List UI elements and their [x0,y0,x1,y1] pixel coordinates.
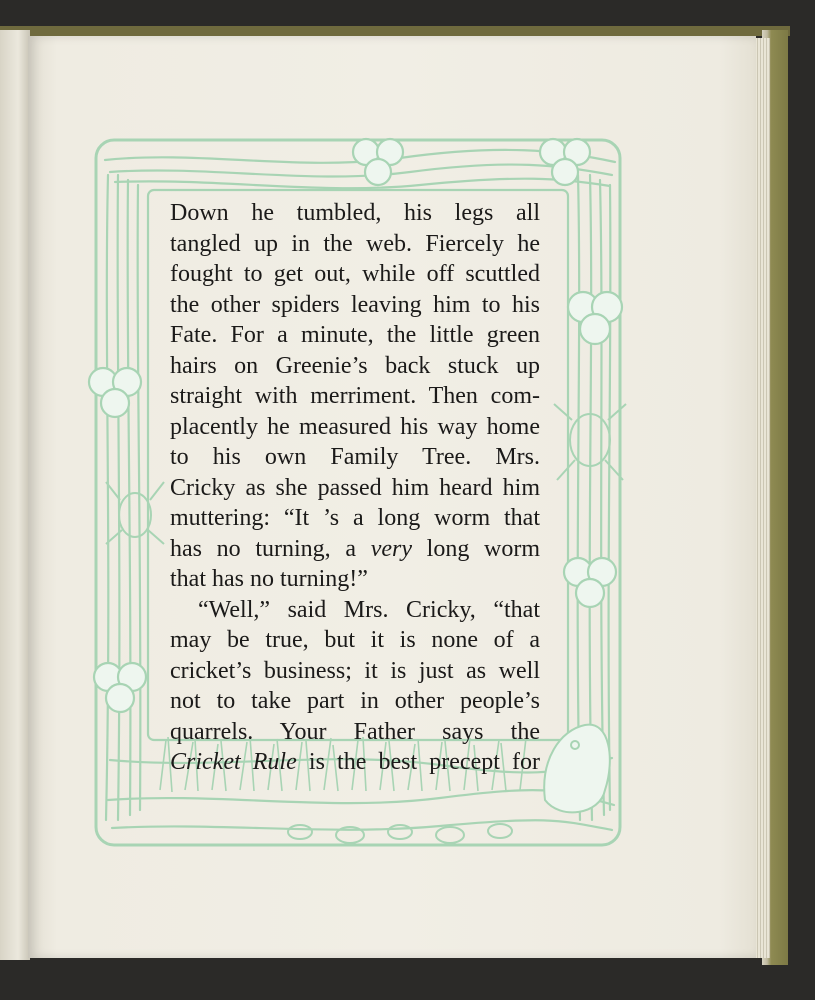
text-line: to his own Family Tree. Mrs. [170,444,540,470]
text-run: is the best precept for [308,749,541,775]
text-line: Fate. For a minute, the little green [170,322,540,348]
italic-phrase: Cricket Rule [170,749,297,775]
text-line-mixed [170,534,540,565]
text-line: Down he tumbled, his legs all [170,200,540,226]
text-line: fought to get out, while off scuttled [170,261,540,287]
text-line: Cricky as she passed him heard him [170,474,540,501]
text-line: tangled up in the web. Fiercely he [170,230,540,257]
text-run: has no turning, a [170,535,356,562]
text-line: placently he measured his way home [170,413,540,440]
text-line: cricket’s business; it is just as well [170,657,540,684]
text-run: long worm [426,535,541,562]
body-text [170,198,540,778]
text-line: that has no turning!” [170,566,368,592]
text-line: the other spiders leaving him to his [170,291,540,318]
text-line: quarrels. Your Father says the [170,718,540,745]
frog-icon [544,725,610,813]
text-line: “Well,” said Mrs. Cricky, “that [198,596,540,623]
text-line: hairs on Greenie’s back stuck up [170,352,540,379]
text-line: muttering: “It ’s a long worm that [170,505,540,531]
italic-word: very [370,535,412,562]
text-line-mixed [170,747,540,778]
text-line: straight with merriment. Then com- [170,383,540,409]
text-line: may be true, but it is none of a [170,627,540,653]
text-line: not to take part in other people’s [170,688,540,714]
